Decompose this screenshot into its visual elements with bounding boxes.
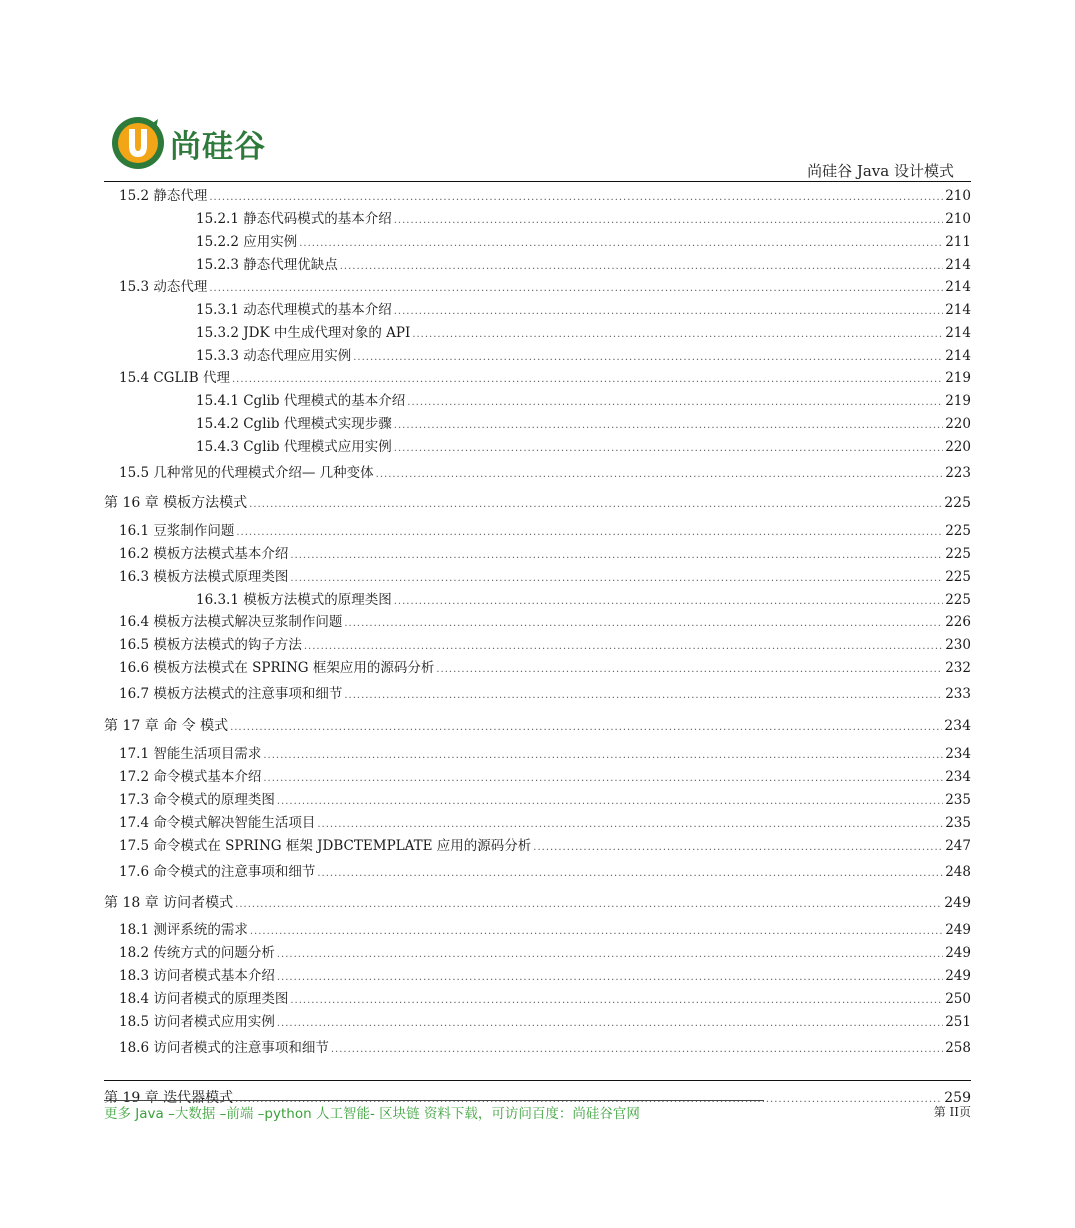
toc-entry-page: 225 — [945, 592, 971, 608]
toc-leader — [317, 815, 943, 835]
toc-entry[interactable] — [104, 186, 971, 208]
toc-entry-label: 18.6 访问者模式的注意事项和细节 — [119, 1040, 329, 1056]
toc-entry-label: 15.3.3 动态代理应用实例 — [196, 348, 352, 364]
toc-entry-label: 16.3.1 模板方法模式的原理类图 — [196, 592, 392, 608]
toc-entry-label: 17.3 命令模式的原理类图 — [119, 792, 275, 808]
toc-leader — [277, 945, 943, 965]
toc-entry[interactable] — [104, 612, 971, 634]
toc-leader — [250, 922, 943, 942]
toc-entry[interactable] — [104, 684, 971, 706]
toc-entry-page: 249 — [945, 968, 971, 984]
toc-entry-page: 234 — [945, 769, 971, 785]
toc-entry[interactable] — [104, 521, 971, 543]
toc-entry-page: 233 — [945, 686, 971, 702]
toc-entry[interactable] — [104, 989, 971, 1011]
toc-leader — [263, 746, 943, 766]
toc-entry[interactable] — [104, 1012, 971, 1034]
toc-entry-page: 258 — [945, 1040, 971, 1056]
toc-entry-page: 225 — [945, 569, 971, 585]
toc-leader — [290, 991, 943, 1011]
toc-entry-page: 234 — [944, 718, 971, 734]
toc-entry-label: 15.2.2 应用实例 — [196, 234, 298, 250]
toc-entry-label: 15.3 动态代理 — [119, 279, 208, 295]
toc-entry[interactable] — [104, 966, 971, 988]
toc-entry-page: 214 — [945, 325, 971, 341]
toc-entry-page: 214 — [945, 257, 971, 273]
toc-entry-label: 17.2 命令模式基本介绍 — [119, 769, 262, 785]
toc-entry-page: 248 — [945, 864, 971, 880]
toc-entry[interactable] — [104, 414, 971, 436]
toc-entry-label: 15.2.1 静态代码模式的基本介绍 — [196, 211, 392, 227]
toc-entry-label: 15.4.3 Cglib 代理模式应用实例 — [196, 439, 392, 455]
toc-entry-page: 234 — [945, 746, 971, 762]
toc-entry-page: 226 — [945, 614, 971, 630]
toc-entry-page: 225 — [945, 523, 971, 539]
toc-leader — [277, 968, 943, 988]
toc-entry-page: 249 — [945, 922, 971, 938]
toc-entry-label: 15.5 几种常见的代理模式介绍— 几种变体 — [119, 465, 374, 481]
toc-entry-page: 211 — [945, 234, 971, 250]
toc-entry-label: 15.2 静态代理 — [119, 188, 208, 204]
toc-leader — [290, 569, 943, 589]
toc-entry-page: 247 — [945, 838, 971, 854]
toc-leader — [436, 660, 943, 680]
toc-entry[interactable] — [104, 300, 971, 322]
toc-leader — [340, 257, 943, 277]
toc-entry[interactable] — [104, 463, 971, 485]
toc-entry-label: 18.1 测评系统的需求 — [119, 922, 248, 938]
toc-entry-page: 230 — [945, 637, 971, 653]
toc-leader — [353, 348, 943, 368]
toc-entry-page: 219 — [945, 393, 971, 409]
toc-leader — [290, 546, 943, 566]
toc-entry[interactable] — [104, 1038, 971, 1060]
toc-entry-page: 232 — [945, 660, 971, 676]
toc-entry-label: 17.6 命令模式的注意事项和细节 — [119, 864, 316, 880]
toc-entry-page: 220 — [945, 416, 971, 432]
toc-leader — [230, 718, 942, 738]
toc-leader — [249, 495, 942, 515]
brand-logo — [110, 115, 266, 171]
toc-entry[interactable] — [104, 209, 971, 231]
toc-entry[interactable] — [104, 813, 971, 835]
toc-entry-page: 259 — [944, 1090, 971, 1106]
toc-entry-label: 16.1 豆浆制作问题 — [119, 523, 235, 539]
toc-leader — [317, 864, 943, 884]
toc-leader — [299, 234, 943, 254]
toc-entry-label: 15.3.2 JDK 中生成代理对象的 API — [196, 325, 411, 341]
toc-entry[interactable] — [104, 255, 971, 277]
toc-leader — [277, 792, 943, 812]
toc-entry-label: 17.1 智能生活项目需求 — [119, 746, 262, 762]
toc-entry-label: 15.4.1 Cglib 代理模式的基本介绍 — [196, 393, 406, 409]
toc-entry-label: 16.2 模板方法模式基本介绍 — [119, 546, 289, 562]
toc-entry-page: 235 — [945, 815, 971, 831]
toc-entry-page: 219 — [945, 370, 971, 386]
toc-entry[interactable] — [104, 567, 971, 589]
toc-entry[interactable] — [104, 277, 971, 299]
toc-leader — [533, 838, 943, 858]
toc-leader — [407, 393, 943, 413]
toc-entry[interactable] — [104, 437, 971, 459]
toc-entry[interactable] — [104, 368, 971, 390]
toc-leader — [209, 279, 943, 299]
toc-entry-label: 18.3 访问者模式基本介绍 — [119, 968, 275, 984]
toc-entry-page: 220 — [945, 439, 971, 455]
toc-entry-label: 18.4 访问者模式的原理类图 — [119, 991, 289, 1007]
toc-entry-label: 15.3.1 动态代理模式的基本介绍 — [196, 302, 392, 318]
toc-entry-label: 18.5 访问者模式应用实例 — [119, 1014, 275, 1030]
toc-entry[interactable] — [104, 836, 971, 858]
toc-entry-label: 17.5 命令模式在 SPRING 框架 JDBCTEMPLATE 应用的源码分析 — [119, 838, 532, 854]
footer-promo-link[interactable]: 更多 Java –大数据 –前端 –python 人工智能- 区块链 资料下载，可访问百度：尚硅谷官网 — [104, 1106, 640, 1122]
toc-entry-label: 15.4 CGLIB 代理 — [119, 370, 230, 386]
page-number: 第 II页 — [933, 1105, 971, 1119]
toc-entry-page: 210 — [945, 188, 971, 204]
toc-leader — [412, 325, 943, 345]
toc-leader — [344, 686, 943, 706]
toc-entry-page: 214 — [945, 279, 971, 295]
toc-leader — [344, 614, 943, 634]
toc-leader — [304, 637, 943, 657]
toc-leader — [394, 416, 943, 436]
toc-entry-page: 251 — [945, 1014, 971, 1030]
toc-entry-page: 225 — [944, 495, 971, 511]
header-divider — [104, 181, 971, 182]
toc-leader — [331, 1040, 943, 1060]
toc-leader — [209, 188, 943, 208]
toc-entry-label: 16.7 模板方法模式的注意事项和细节 — [119, 686, 343, 702]
toc-leader — [277, 1014, 943, 1034]
logo-text: 尚硅谷 — [170, 128, 266, 165]
toc-entry-page: 225 — [945, 546, 971, 562]
toc-entry-label: 17.4 命令模式解决智能生活项目 — [119, 815, 316, 831]
toc-leader — [394, 439, 943, 459]
toc-entry[interactable] — [104, 346, 971, 368]
logo-u-icon — [110, 115, 166, 171]
toc-entry[interactable] — [104, 493, 971, 515]
toc-entry-page: 214 — [945, 302, 971, 318]
toc-entry[interactable] — [104, 590, 971, 612]
toc-leader — [376, 465, 944, 485]
toc-entry[interactable] — [104, 920, 971, 942]
toc-entry[interactable] — [104, 323, 971, 345]
toc-leader — [235, 895, 942, 915]
toc-leader — [263, 769, 943, 789]
toc-leader — [232, 370, 943, 390]
toc-entry-label: 第 19 章 迭代器模式 — [104, 1090, 234, 1106]
footer-divider — [104, 1080, 971, 1081]
toc-leader — [394, 302, 943, 322]
toc-entry-label: 16.5 模板方法模式的钩子方法 — [119, 637, 302, 653]
toc-entry-label: 第 18 章 访问者模式 — [104, 895, 234, 911]
toc-entry-page: 249 — [944, 895, 971, 911]
toc-entry-label: 第 16 章 模板方法模式 — [104, 495, 248, 511]
toc-entry[interactable] — [104, 544, 971, 566]
toc-entry-label: 16.3 模板方法模式原理类图 — [119, 569, 289, 585]
toc-entry[interactable] — [104, 658, 971, 680]
toc-entry-page: 223 — [945, 465, 971, 481]
toc-entry[interactable] — [104, 943, 971, 965]
toc-entry-page: 210 — [945, 211, 971, 227]
toc-entry-label: 16.4 模板方法模式解决豆浆制作问题 — [119, 614, 343, 630]
toc-entry-label: 15.4.2 Cglib 代理模式实现步骤 — [196, 416, 392, 432]
toc-entry-label: 16.6 模板方法模式在 SPRING 框架应用的源码分析 — [119, 660, 435, 676]
toc-leader — [394, 211, 943, 231]
toc-entry[interactable] — [104, 744, 971, 766]
toc-entry-page: 214 — [945, 348, 971, 364]
toc-leader — [394, 592, 943, 612]
toc-entry-page: 250 — [945, 991, 971, 1007]
toc-entry[interactable] — [104, 232, 971, 254]
toc-leader — [236, 523, 943, 543]
toc-entry[interactable] — [104, 767, 971, 789]
toc-entry[interactable] — [104, 716, 971, 738]
toc-entry-label: 15.2.3 静态代理优缺点 — [196, 257, 338, 273]
toc-entry[interactable] — [104, 790, 971, 812]
toc-entry-page: 235 — [945, 792, 971, 808]
toc-entry-label: 18.2 传统方式的问题分析 — [119, 945, 275, 961]
document-title: 尚硅谷 Java 设计模式 — [807, 162, 954, 180]
toc-entry[interactable] — [104, 391, 971, 413]
toc-entry-label: 第 17 章 命 令 模式 — [104, 718, 229, 734]
footer-underline — [104, 1100, 764, 1101]
toc-entry[interactable] — [104, 862, 971, 884]
toc-entry[interactable] — [104, 893, 971, 915]
toc-entry-page: 249 — [945, 945, 971, 961]
toc-entry[interactable] — [104, 635, 971, 657]
